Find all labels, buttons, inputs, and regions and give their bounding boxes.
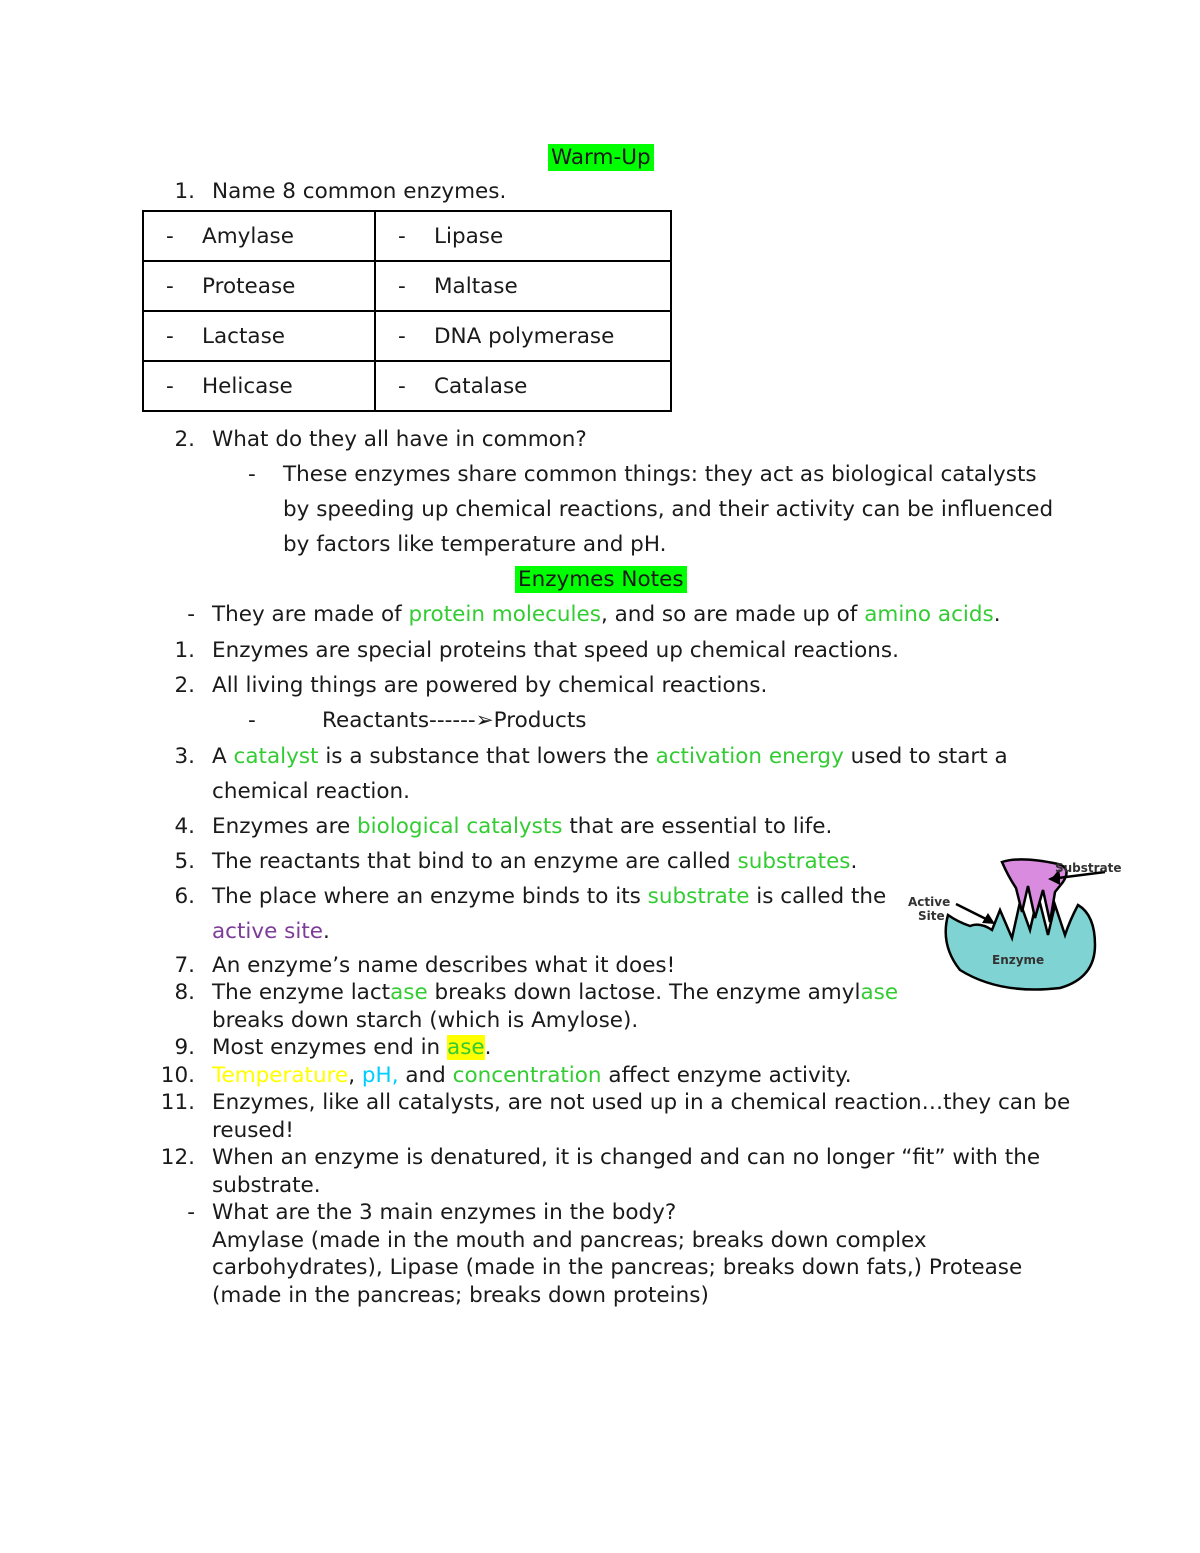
answer-2-line-1: These enzymes share common things: they act as biological catalysts [283, 462, 1037, 487]
answer-3-line-1: Amylase (made in the mouth and pancreas; breaks down complex [212, 1228, 927, 1253]
notes-title: Enzymes Notes [515, 565, 687, 595]
table-cell: - Protease [143, 261, 375, 311]
note-12-cont: substrate. [212, 1173, 321, 1198]
table-cell: - Catalase [375, 361, 671, 411]
document-page: Warm-Up 1. Name 8 common enzymes. - Amylase - Lipase - Protease - Maltase - Lactase - DNA polymerase - Helicase - Catalase 2. What do they all have in common? - These enzymes share common things: they act as biological catalysts by speeding up chemical reactions, and their activity can be influenced by factors like temperature and pH. Enzymes Notes - They are made of protein molecules, and so are made up of amino acids. 1. Enzymes are special proteins that speed up chemical reactions. 2. All living things are powered by chemical reactions. - Reactants------➢Products 3. A catalyst is a substance that lowers the activation energy used to start a chemical reaction. 4. Enzymes are biological catalysts that are essential to life. 5. The reactants that bind to an enzyme are called substrates. 6. The place where an enzyme binds to its substrate is called the active site. 7. An enzyme’s name describes what it does! 8. The enzyme lactase breaks down lactose. The enzyme amylase breaks down starch (which is Amylose). 9. Most enzymes end in ase. 10. Temperature, pH, and concentration affect enzyme activity. 11. Enzymes, like all catalysts, are not used up in a chemical reaction…they can be reused! 12. When an enzyme is denatured, it is changed and can no longer “fit” with the substrate. - What are the 3 main enzymes in the body? Amylase (made in the mouth and pancreas; breaks down complex carbohydrates), Lipase (made in the pancreas; breaks down fats,) Protease (made in the pancreas; breaks down proteins) Substrate Active Site Enzyme [0, 0, 1200, 1553]
enzyme-label: Enzyme [992, 953, 1045, 967]
active-label: Active [908, 895, 951, 909]
table-row [143, 361, 671, 411]
answer-2-line-2: by speeding up chemical reactions, and their activity can be influenced [283, 497, 1054, 522]
note-8-cont: breaks down starch (which is Amylose). [212, 1008, 639, 1033]
substrate-label: Substrate [1055, 861, 1122, 875]
table-cell: - Maltase [375, 261, 671, 311]
warmup-title: Warm-Up [548, 143, 654, 173]
table-cell: - Lipase [375, 211, 671, 261]
answer-2-line-3: by factors like temperature and pH. [283, 532, 667, 557]
table-row [143, 311, 671, 361]
reaction-dash: - [248, 708, 256, 733]
note-11-cont: reused! [212, 1118, 294, 1143]
enzymes-table [142, 210, 672, 412]
table-cell: - Helicase [143, 361, 375, 411]
note-3-cont: chemical reaction. [212, 779, 411, 804]
note-6-cont: active site. [212, 919, 330, 944]
site-label: Site [918, 909, 945, 923]
answer-dash: - [248, 462, 256, 487]
table-cell: - DNA polymerase [375, 311, 671, 361]
answer-3-line-2: carbohydrates), Lipase (made in the pancreas; breaks down fats,) Protease [212, 1255, 1023, 1280]
reaction-line: Reactants------➢Products [322, 708, 587, 733]
active-site-arrow-line [956, 904, 988, 920]
answer-3-line-3: (made in the pancreas; breaks down proteins) [212, 1283, 709, 1308]
table-row [143, 211, 671, 261]
table-cell: - Lactase [143, 311, 375, 361]
table-cell: - Amylase [143, 211, 375, 261]
enzyme-substrate-diagram [900, 850, 1140, 1000]
table-row [143, 261, 671, 311]
